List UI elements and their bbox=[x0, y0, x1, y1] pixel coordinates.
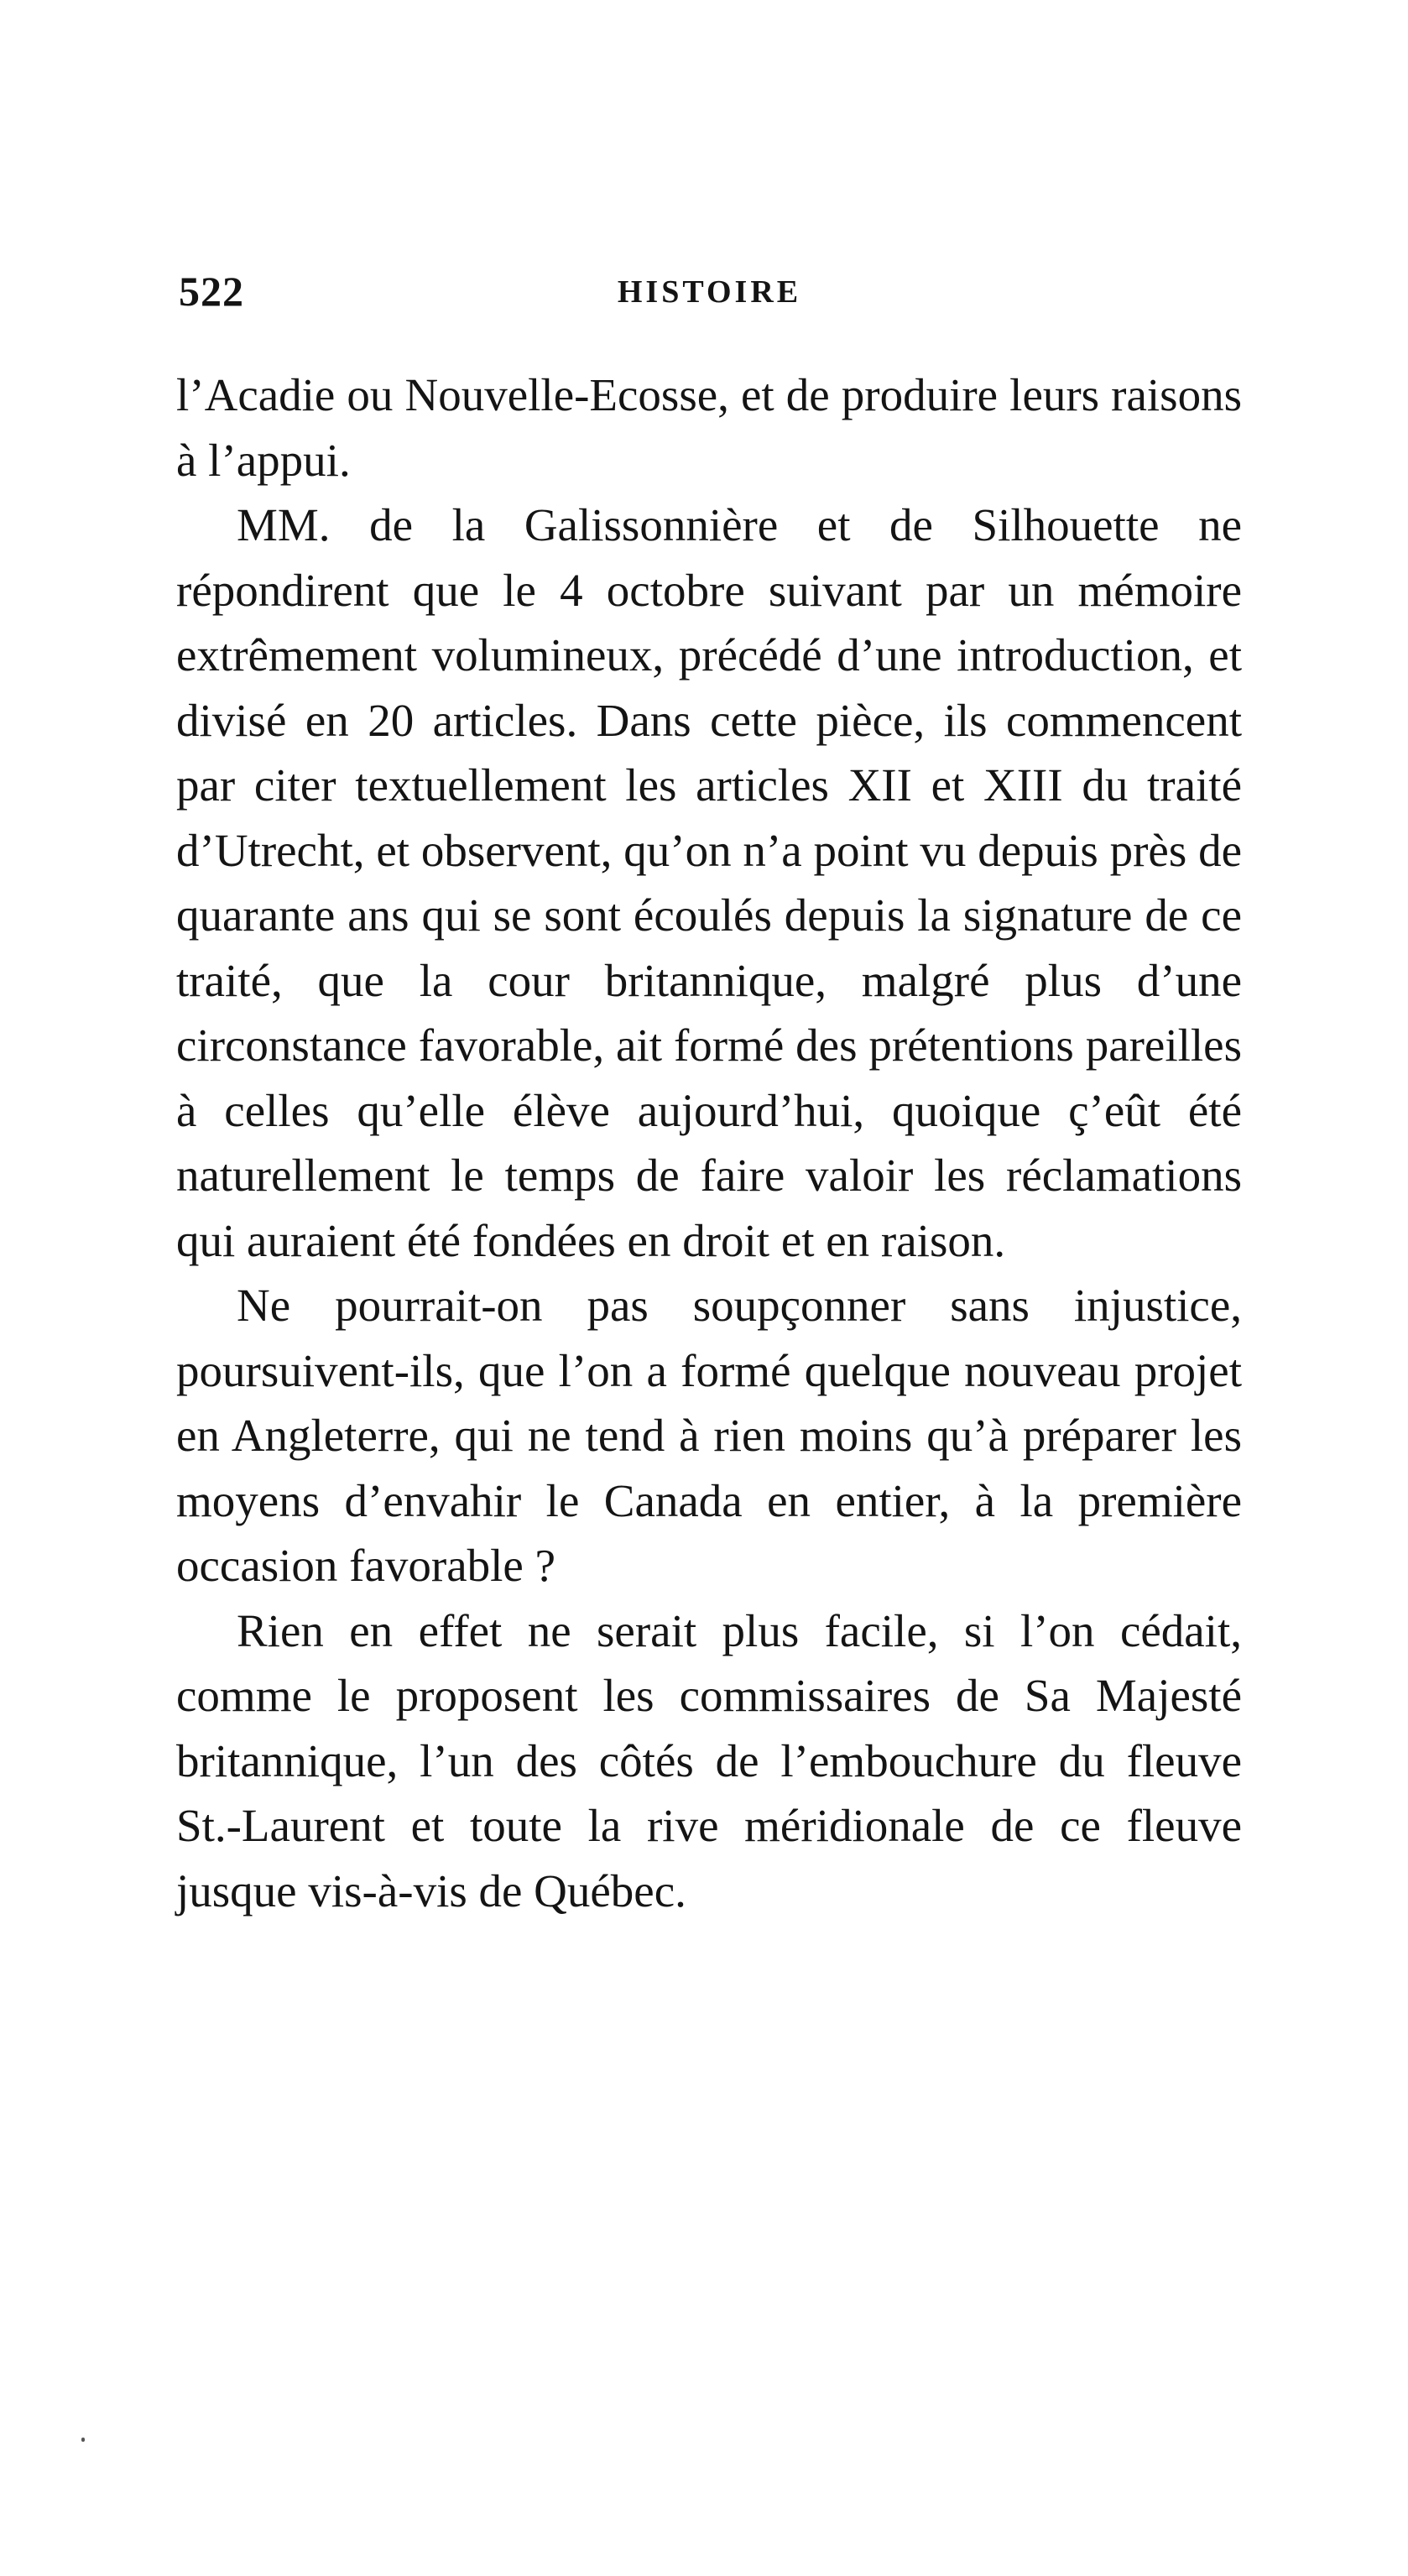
paragraph-conclusion: Rien en effet ne serait plus facile, si l’on cédait, comme le proposent les commissaires de Sa Majesté britannique, l’un des côtés de l’embouchure du fleuve St.-Laurent et toute la rive méridionale de ce fleuve jusque vis-à-vis de Québec. bbox=[176, 1604, 1242, 1916]
paragraph-memoire: MM. de la Galissonnière et de Silhouette ne répondirent que le 4 octobre suivant par un mémoire extrêmement volumineux, précédé d’une introduction, et divisé en 20 articles. Dans cette pièce, ils commencent par citer textuellement les articles XII et XIII du traité d’Utrecht, et observent, qu’on n’a point vu depuis près de quarante ans qui se sont écoulés depuis la signature de ce traité, que la cour britannique, malgré plus d’une circonstance favorable, ait formé des prétentions pareilles à celles qu’elle élève aujourd’hui, quoique ç’eût été naturellement le temps de faire valoir les réclamations qui auraient été fondées en droit et en raison. bbox=[176, 499, 1242, 1266]
body-text bbox=[176, 362, 1242, 1923]
page-number: 522 bbox=[179, 268, 244, 315]
ink-speck bbox=[81, 2438, 85, 2442]
paragraph-continuation: l’Acadie ou Nouvelle-Ecosse, et de produire leurs raisons à l’appui. bbox=[176, 369, 1242, 486]
running-title: HISTOIRE bbox=[617, 274, 802, 310]
page-header bbox=[179, 267, 1240, 317]
paragraph-question: Ne pourrait-on pas soupçonner sans injustice, poursuivent-ils, que l’on a formé quelque nouveau projet en Angleterre, qui ne tend à rien moins qu’à préparer les moyens d’envahir le Canada en entier, à la première occasion favorable ? bbox=[176, 1280, 1242, 1591]
